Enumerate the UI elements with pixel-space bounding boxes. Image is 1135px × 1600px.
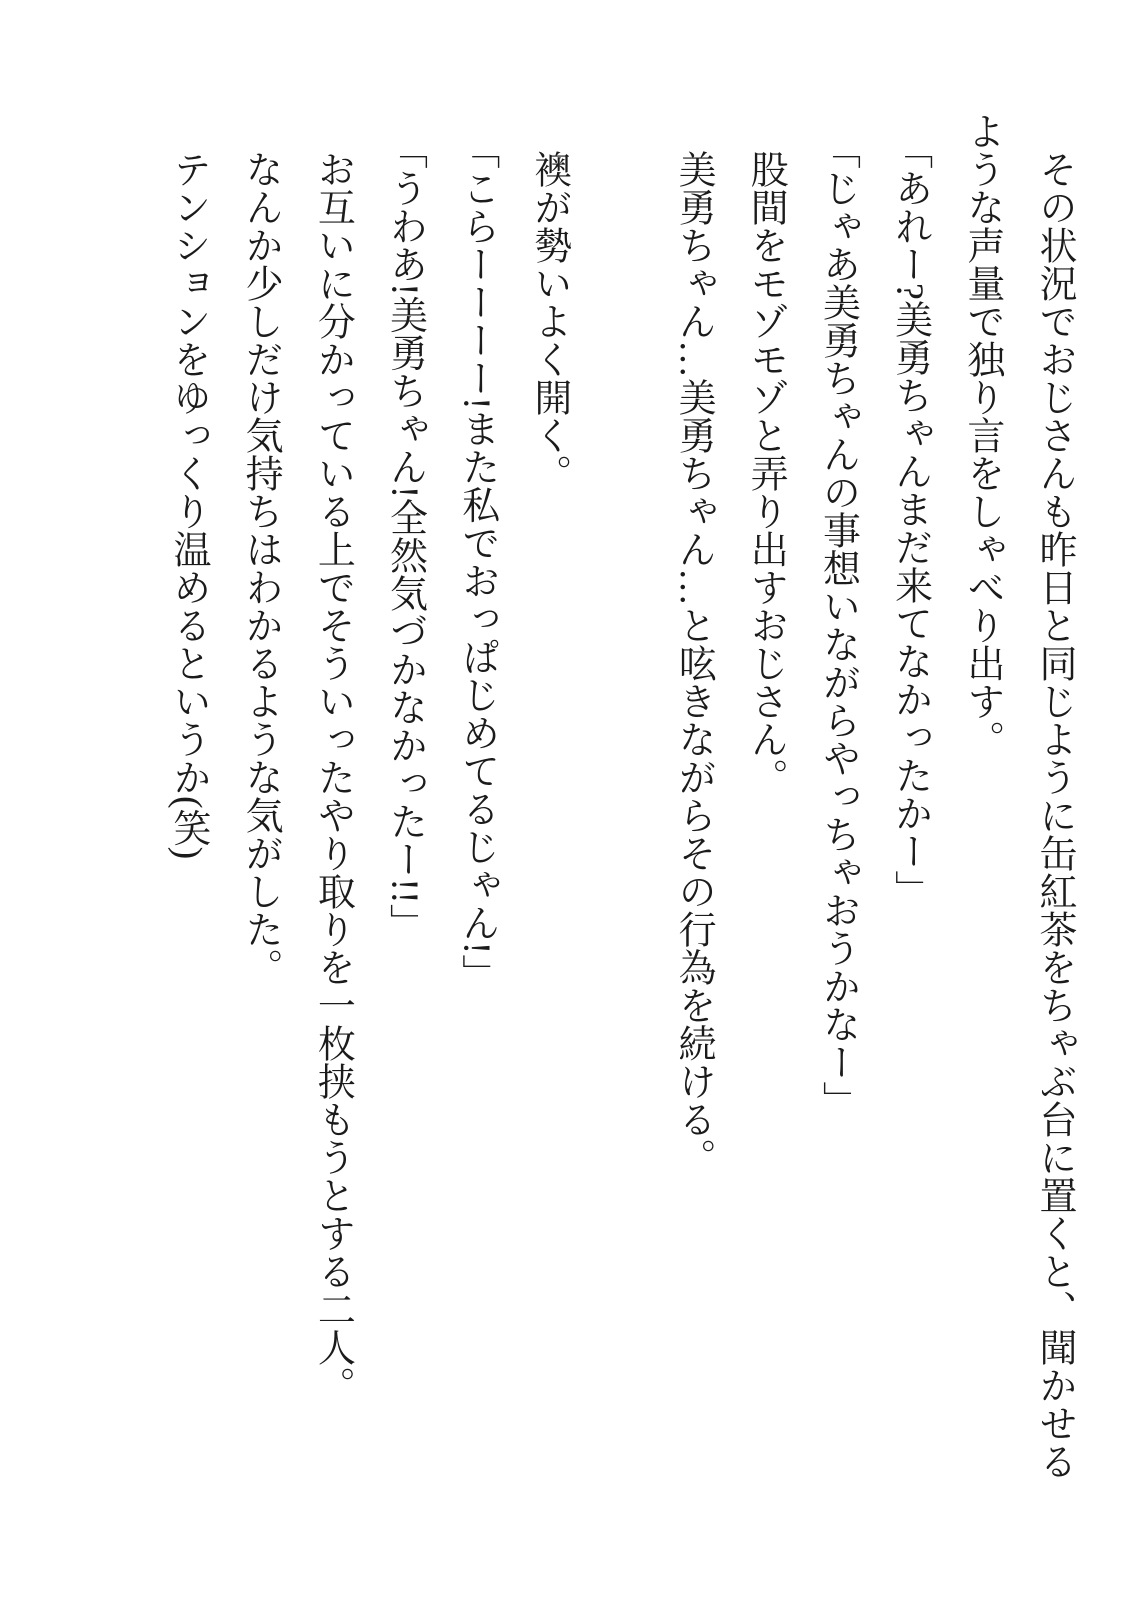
paragraph-narration: お互いに分かっている上でそういったやり取りを一枚挟もうとする二人。 (311, 150, 354, 1404)
paragraph-dialogue: 「うわあ!美勇ちゃん!全然気づかなかったー!!」 (383, 131, 426, 942)
paragraph-dialogue: 「こらーーーー!また私でおっぱじめてるじゃん!」 (455, 131, 498, 993)
paragraph-dialogue: 「あれー?美勇ちゃんまだ来てなかったかー」 (888, 131, 931, 908)
novel-text-page (152, 112, 1090, 1480)
paragraph-narration: なんか少しだけ気持ちはわかるような気がした。 (239, 150, 282, 986)
paragraph-narration: テンションをゆっくり温めるというか(笑) (166, 150, 209, 860)
paragraph-narration: 股間をモゾモゾと弄り出すおじさん。 (744, 150, 787, 796)
paragraph-narration: 美勇ちゃん…美勇ちゃん…と呟きながらその行為を続ける。 (672, 150, 715, 1176)
paragraph-narration: その状況でおじさんも昨日と同じように缶紅茶をちゃぶ台に置くと、聞かせるような声量で独り言をしゃべり出す。 (960, 112, 1075, 1480)
paragraph-dialogue: 「じゃあ美勇ちゃんの事想いながらやっちゃおうかなー」 (816, 131, 859, 1119)
paragraph-narration: 襖が勢いよく開く。 (527, 150, 570, 492)
